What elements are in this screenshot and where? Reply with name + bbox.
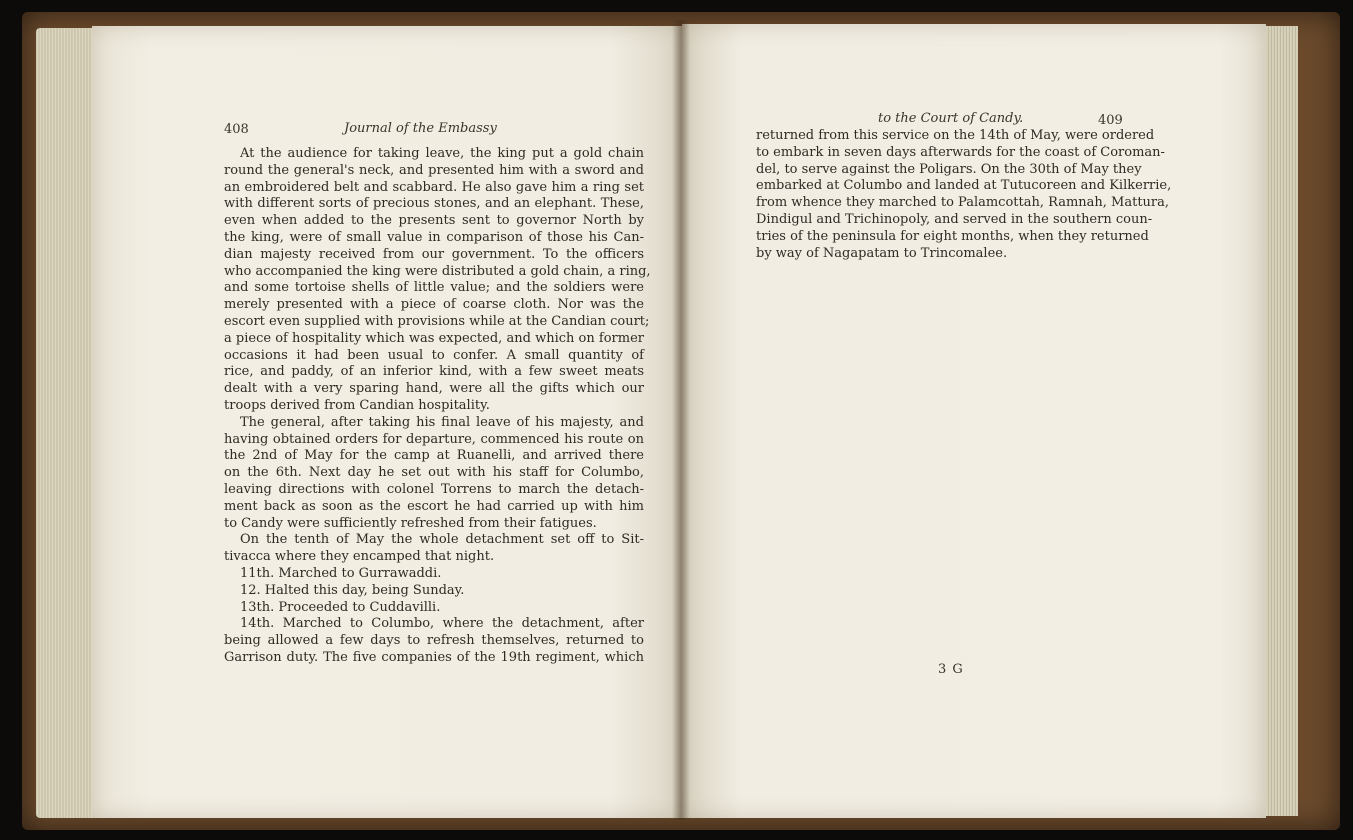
- text-line: escort even supplied with provisions while at the Candian court;: [224, 313, 650, 329]
- text-line: 12. Halted this day, being Sunday.: [240, 582, 465, 598]
- text-line: The general, after taking his final leave of his majesty, and: [240, 414, 644, 430]
- page-edges-right: [1262, 26, 1298, 816]
- text-line: an embroidered belt and scabbard. He also gave him a ring set: [224, 179, 644, 195]
- text-line: merely presented with a piece of coarse cloth. Nor was the: [224, 297, 644, 313]
- right-page-number: 409: [1098, 113, 1123, 128]
- text-line: by way of Nagapatam to Trincomalee.: [756, 245, 1008, 261]
- text-line: occasions it had been usual to confer. A small quantity of: [224, 347, 644, 363]
- left-page-body: [224, 146, 651, 667]
- text-line: troops derived from Candian hospitality.: [224, 397, 490, 413]
- text-line: and some tortoise shells of little value; and the soldiers were: [224, 280, 644, 296]
- text-line: having obtained orders for departure, commenced his route on: [224, 431, 644, 447]
- text-line: to embark in seven days afterwards for the coast of Coroman-: [756, 144, 1165, 160]
- text-line: a piece of hospitality which was expected, and which on former: [224, 330, 644, 346]
- text-line: even when added to the presents sent to governor North by: [224, 213, 644, 229]
- text-line: embarked at Columbo and landed at Tutucoreen and Kilkerrie,: [756, 178, 1172, 194]
- text-line: leaving directions with colonel Torrens to march the detach-: [224, 481, 644, 497]
- text-line: with different sorts of precious stones, and an elephant. These,: [224, 196, 644, 212]
- signature-mark: 3 G: [938, 662, 964, 677]
- text-line: Garrison duty. The five companies of the 19th regiment, which: [224, 649, 644, 665]
- book-gutter: [672, 20, 690, 820]
- text-line: Dindigul and Trichinopoly, and served in the southern coun-: [756, 211, 1153, 227]
- left-page-number: 408: [224, 122, 249, 137]
- text-line: from whence they marched to Palamcottah, Ramnah, Mattura,: [756, 195, 1170, 211]
- text-line: ment back as soon as the escort he had carried up with him: [224, 498, 644, 514]
- text-line: On the tenth of May the whole detachment set off to Sit-: [240, 532, 644, 548]
- text-line: to Candy were sufficiently refreshed from their fatigues.: [224, 515, 597, 531]
- text-line: returned from this service on the 14th of May, were ordered: [756, 128, 1155, 143]
- text-line: del, to serve against the Poligars. On the 30th of May they: [756, 161, 1142, 177]
- left-running-title: Journal of the Embassy: [344, 121, 497, 136]
- text-line: 13th. Proceeded to Cuddavilli.: [240, 599, 441, 615]
- text-line: tries of the peninsula for eight months, when they returned: [756, 228, 1149, 244]
- text-line: the 2nd of May for the camp at Ruanelli, and arrived there: [224, 448, 644, 464]
- text-line: tivacca where they encamped that night.: [224, 549, 495, 565]
- text-line: At the audience for taking leave, the king put a gold chain: [240, 146, 644, 161]
- text-line: being allowed a few days to refresh themselves, returned to: [224, 633, 644, 649]
- text-line: rice, and paddy, of an inferior kind, with a few sweet meats: [224, 364, 644, 380]
- text-line: round the general's neck, and presented him with a sword and: [224, 162, 644, 178]
- text-line: dealt with a very sparing hand, were all the gifts which our: [224, 381, 644, 397]
- text-line: on the 6th. Next day he set out with his staff for Columbo,: [224, 465, 644, 481]
- right-running-title: to the Court of Candy.: [878, 111, 1024, 126]
- page-edges-left: [36, 28, 94, 818]
- right-page-body: [756, 128, 1172, 262]
- text-line: who accompanied the king were distributed a gold chain, a ring,: [224, 263, 651, 279]
- text-line: 14th. Marched to Columbo, where the detachment, after: [240, 616, 644, 632]
- text-line: the king, were of small value in comparison of those his Can-: [224, 229, 644, 245]
- text-line: 11th. Marched to Gurrawaddi.: [240, 565, 442, 581]
- text-line: dian majesty received from our government. To the officers: [224, 246, 644, 262]
